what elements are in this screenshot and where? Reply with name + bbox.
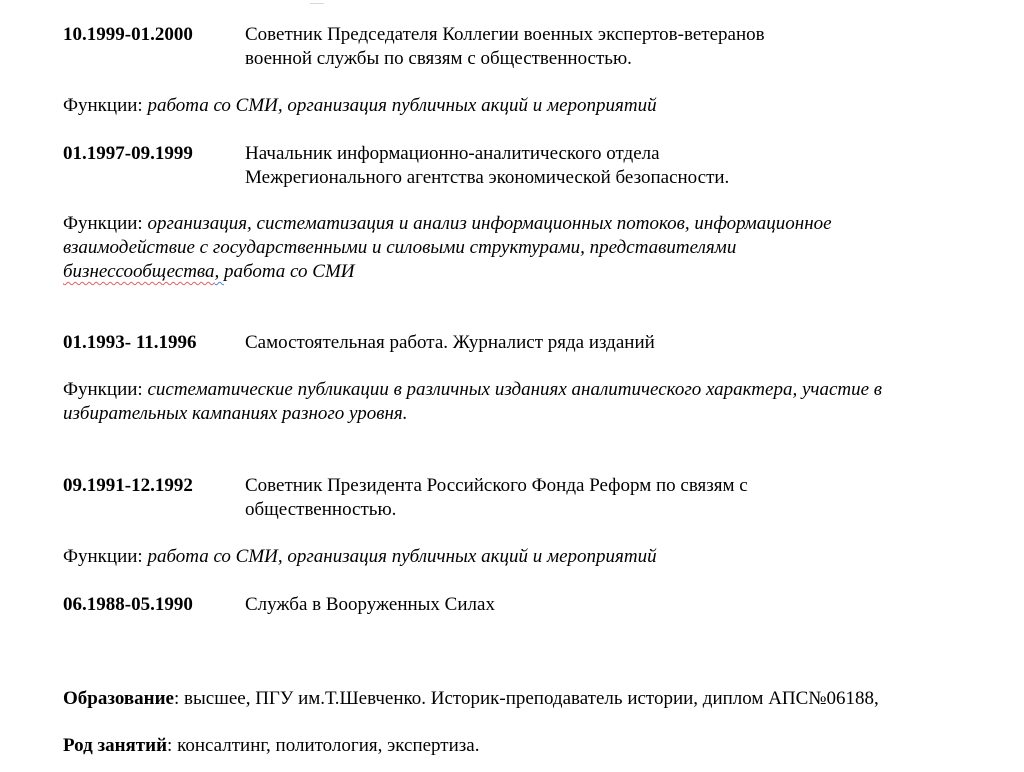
functions-paragraph bbox=[63, 94, 657, 118]
entry-position-line: Начальник информационно-аналитического отдела bbox=[245, 143, 660, 164]
functions-label: Функции: bbox=[63, 546, 143, 567]
entry-date: 01.1997-09.1999 bbox=[63, 143, 193, 164]
entry-date: 10.1999-01.2000 bbox=[63, 24, 193, 45]
education-text: : высшее, ПГУ им.Т.Шевченко. Историк-преподаватель истории, диплом АПС№06188, bbox=[174, 688, 879, 709]
functions-text: работа со СМИ, организация публичных акций и мероприятий bbox=[147, 546, 657, 567]
functions-paragraph bbox=[63, 212, 832, 236]
functions-label: Функции: bbox=[63, 379, 143, 400]
occupation-text: : консалтинг, политология, экспертиза. bbox=[167, 735, 480, 756]
occupation-label: Род занятий bbox=[63, 735, 168, 756]
functions-text-line: взаимодействие с государственными и силовыми структурами, представителями bbox=[63, 237, 737, 258]
entry-date: 01.1993- 11.1996 bbox=[63, 332, 197, 353]
entry-date: 09.1991-12.1992 bbox=[63, 475, 193, 496]
education-label: Образование bbox=[63, 688, 174, 709]
functions-paragraph bbox=[63, 545, 657, 569]
entry-position-line: Советник Президента Российского Фонда Реформ по связям с bbox=[245, 475, 748, 496]
functions-text-line bbox=[63, 260, 355, 284]
functions-text: работа со СМИ, организация публичных акций и мероприятий bbox=[147, 95, 657, 116]
entry-position-line: Самостоятельная работа. Журналист ряда изданий bbox=[245, 332, 655, 353]
functions-text: организация, систематизация и анализ информационных потоков, информационное bbox=[147, 213, 832, 234]
functions-paragraph bbox=[63, 378, 882, 402]
functions-label: Функции: bbox=[63, 213, 143, 234]
functions-text-line: избирательных кампаниях разного уровня. bbox=[63, 403, 408, 424]
entry-position-line: военной службы по связям с общественностью. bbox=[245, 48, 632, 69]
functions-label: Функции: bbox=[63, 95, 143, 116]
spellcheck-word[interactable]: бизнессообщества bbox=[63, 261, 215, 282]
entry-position-line: Служба в Вооруженных Силах bbox=[245, 594, 495, 615]
entry-position-line: Межрегионального агентства экономической безопасности. bbox=[245, 167, 730, 188]
functions-text: систематические публикации в различных изданиях аналитического характера, участие в bbox=[147, 379, 883, 400]
entry-date: 06.1988-05.1990 bbox=[63, 594, 193, 615]
grammar-check-mark[interactable]: , bbox=[214, 261, 225, 282]
page-edge-mark bbox=[310, 0, 324, 4]
entry-position-line: Советник Председателя Коллегии военных экспертов-ветеранов bbox=[245, 24, 765, 45]
occupation-paragraph bbox=[63, 734, 479, 758]
entry-position-line: общественностью. bbox=[245, 499, 397, 520]
education-paragraph bbox=[63, 687, 879, 711]
functions-text-rest: работа со СМИ bbox=[224, 261, 355, 282]
